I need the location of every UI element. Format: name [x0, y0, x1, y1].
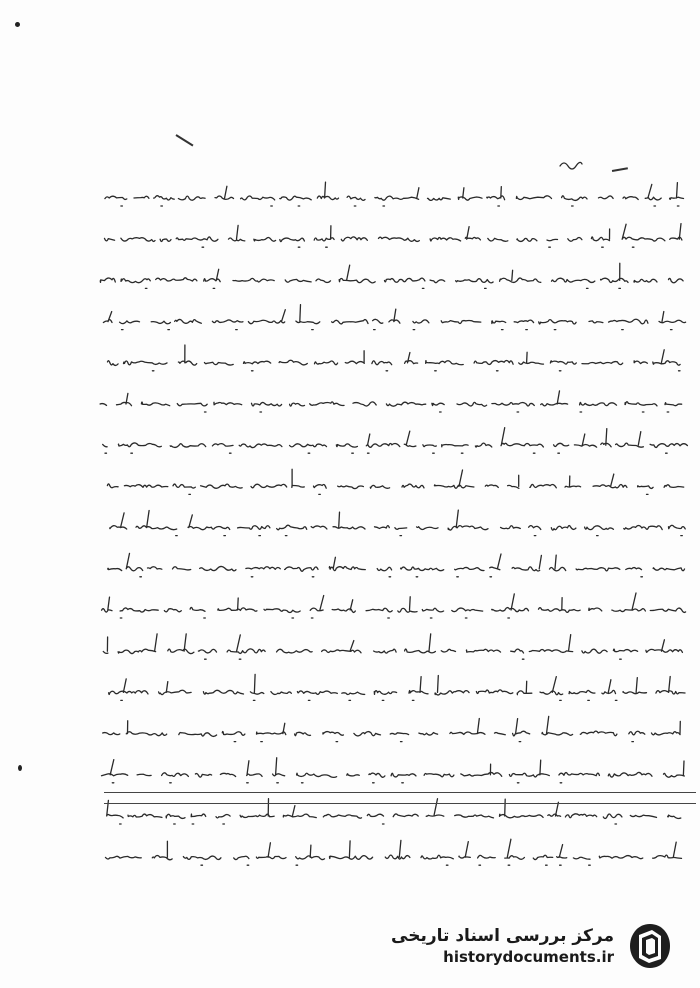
handwritten-line	[100, 263, 683, 288]
handwritten-line	[107, 469, 683, 494]
archive-watermark	[391, 918, 678, 974]
handwritten-line	[103, 634, 682, 659]
handwritten-line	[106, 839, 682, 865]
handwritten-line	[110, 510, 685, 535]
underline-rule	[104, 792, 696, 793]
watermark-url: historydocuments.ir	[443, 948, 614, 966]
handwritten-line	[108, 345, 681, 371]
watermark-name: مرکز بررسی اسناد تاریخی	[391, 926, 614, 946]
handwritten-line	[105, 224, 682, 248]
handwritten-line	[108, 553, 685, 576]
handwritten-line	[100, 391, 682, 412]
handwritten-line	[105, 182, 684, 206]
watermark-text	[391, 926, 614, 966]
book-emblem-icon	[622, 918, 678, 974]
underline-rule	[104, 803, 696, 804]
handwritten-line	[103, 305, 685, 330]
handwritten-line	[102, 758, 685, 783]
handwritten-line	[103, 428, 688, 454]
handwritten-line	[102, 593, 686, 618]
handwritten-line	[103, 716, 681, 741]
handwritten-line	[109, 674, 685, 700]
